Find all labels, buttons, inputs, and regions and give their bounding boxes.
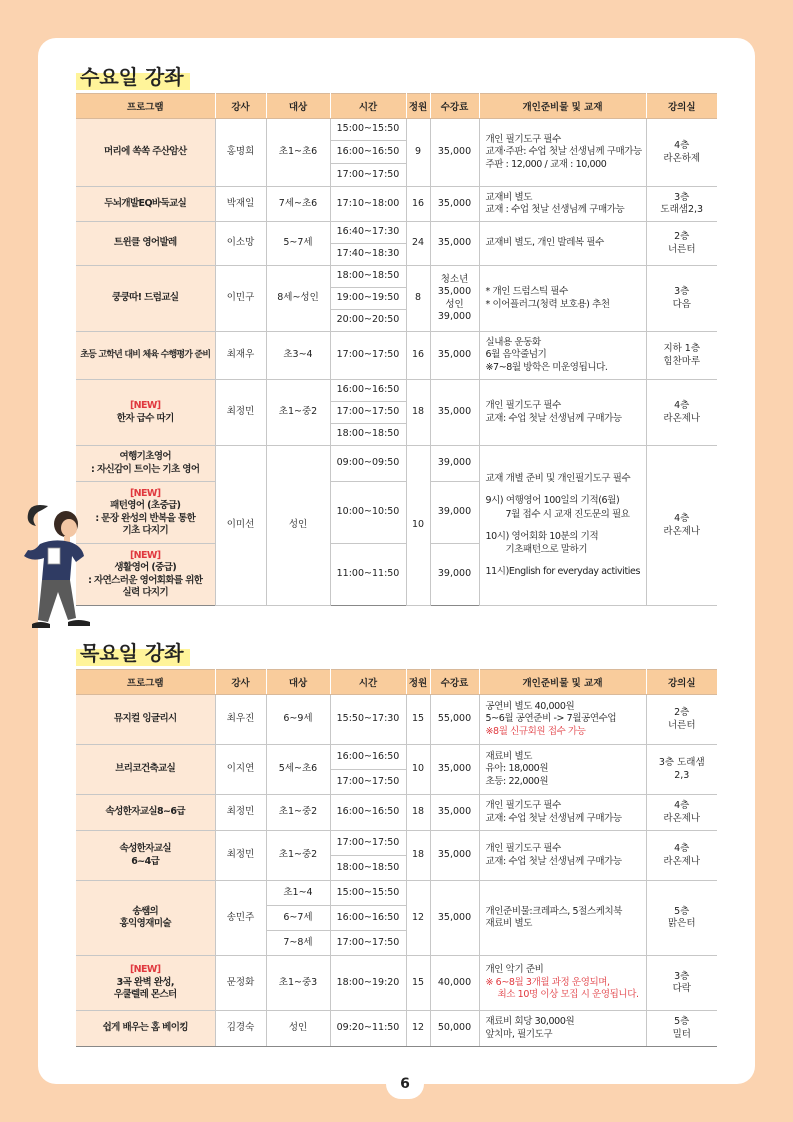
col-time: 시간 [330,94,406,119]
room-floor: 3층 도래샘 [658,757,705,769]
time-slot: 11:00~11:50 [330,544,406,606]
target: 6~9세 [266,695,330,745]
fee: 39,000 [430,482,479,544]
fee: 50,000 [430,1011,479,1047]
materials-line: 교재비 별도 [485,191,533,203]
capacity: 18 [406,831,430,881]
teacher: 김경숙 [215,1011,266,1047]
materials-notice: ※ 6~8월 3개월 과정 운영되며, [485,976,610,988]
table-row [76,446,717,482]
table-row [76,222,717,244]
program-name [76,831,215,881]
materials-line: 초등: 22,000원 [485,775,549,787]
materials [479,695,646,745]
time-slot: 16:00~16:50 [330,380,406,402]
materials-line: ※7~8월 방학은 미운영됩니다. [485,361,608,373]
capacity: 16 [406,332,430,380]
room-floor: 4층 [674,140,690,152]
program-name: 브리코건축교실 [76,745,215,795]
materials [479,266,646,332]
target: 초1~중2 [266,831,330,881]
capacity: 12 [406,881,430,956]
materials-line: 개인 필기도구 필수 [485,843,561,855]
fee: 55,000 [430,695,479,745]
time-slot: 15:00~15:50 [330,881,406,906]
table-row [76,695,717,745]
materials [479,332,646,380]
program-subtitle: : 자연스러운 영어회화를 위한 [88,574,203,586]
time-slot: 17:00~17:50 [330,770,406,795]
thursday-section-title: 목요일 강좌 [76,640,190,666]
time-slot: 18:00~19:20 [330,956,406,1011]
program-subtitle: 홍익영재미술 [119,918,171,929]
col-materials: 개인준비물 및 교재 [479,94,646,119]
program-title: 송쌤의 [132,905,159,917]
teacher: 이지연 [215,745,266,795]
room [646,695,717,745]
target: 초1~중2 [266,795,330,831]
new-badge: [NEW] [129,487,161,499]
materials-line: 앞치마, 필기도구 [485,1028,553,1040]
materials-notice: ※8월 신규회원 접수 가능 [485,725,586,737]
materials [479,956,646,1011]
target: 5세~초6 [266,745,330,795]
target: 성인 [266,1011,330,1047]
time-slot: 16:00~16:50 [330,745,406,770]
time-slot: 09:20~11:50 [330,1011,406,1047]
time-slot: 16:00~16:50 [330,141,406,164]
program-subtitle: : 문장 완성의 반복을 통한 [95,512,196,524]
room-name: 다락 [672,983,691,994]
teacher: 이미선 [215,446,266,606]
teacher: 문정화 [215,956,266,1011]
program-title: 한자 급수 따기 [116,412,174,424]
time-slot: 17:00~17:50 [330,164,406,187]
fee: 39,000 [430,446,479,482]
target: 7~8세 [266,931,330,956]
capacity: 10 [406,446,430,606]
wednesday-section-title: 수요일 강좌 [76,64,190,90]
materials-line: 실내용 운동화 [485,336,541,348]
table-row [76,881,717,906]
room-name: 너른터 [667,719,696,731]
room [646,745,717,795]
fee: 35,000 [430,187,479,222]
program-name: 속성한자교실8~6급 [76,795,215,831]
col-capacity: 정원 [406,670,430,695]
teacher: 박재일 [215,187,266,222]
room [646,332,717,380]
time-slot: 18:00~18:50 [330,424,406,446]
time-slot: 17:00~17:50 [330,402,406,424]
room [646,222,717,266]
materials: 교재비 별도, 개인 발레복 필수 [479,222,646,266]
time-slot: 17:10~18:00 [330,187,406,222]
wednesday-schedule-table [76,93,717,606]
col-fee: 수강료 [430,94,479,119]
table-row [76,187,717,222]
fee-line: 성인 [445,298,464,310]
materials [479,881,646,956]
fee-line: 39,000 [437,310,472,322]
program-name [76,956,215,1011]
target: 5~7세 [266,222,330,266]
materials-line: 재료비 별도 [485,750,533,762]
col-capacity: 정원 [406,94,430,119]
capacity: 12 [406,1011,430,1047]
teacher: 이소망 [215,222,266,266]
thursday-schedule-table [76,669,717,1047]
room-name: 힘찬마루 [663,355,701,367]
room-name: 도래샘2,3 [660,204,704,215]
room [646,187,717,222]
materials-line: 개인 필기도구 필수 [485,800,561,812]
table-row [76,266,717,288]
fee [430,266,479,332]
materials-line: 개인 필기도구 필수 [485,400,561,412]
program-name: 초등 고학년 대비 체육 수행평가 준비 [76,332,215,380]
teacher: 최정민 [215,831,266,881]
table-row [76,332,717,380]
materials-line: 교재: 수업 첫날 선생님께 구매가능 [485,412,622,424]
room-floor: 4층 [674,843,690,855]
room [646,1011,717,1047]
room-name: 라온제나 [663,525,701,537]
room-floor: 3층 [674,970,690,982]
materials-line: 교재 개별 준비 및 개인필기도구 필수 [485,473,631,485]
materials-line: 재료비 회당 30,000원 [485,1016,575,1028]
time-slot: 09:00~09:50 [330,446,406,482]
program-name: 트윈클 영어발레 [76,222,215,266]
room-floor: 2층 [674,231,690,243]
target: 7세~초6 [266,187,330,222]
materials-line: 주판 : 12,000 / 교재 : 10,000 [485,158,607,170]
room-floor: 5층 [674,1016,690,1028]
col-program: 프로그램 [76,94,215,119]
col-program: 프로그램 [76,670,215,695]
room-floor: 3층 [674,286,690,298]
target: 8세~성인 [266,266,330,332]
table-row [76,956,717,1011]
fee: 40,000 [430,956,479,1011]
room-floor: 2층 [674,707,690,719]
capacity: 15 [406,956,430,1011]
teacher: 최재우 [215,332,266,380]
materials-line: 개인준비물:크레파스, 5절스케치북 [485,905,623,917]
col-teacher: 강사 [215,670,266,695]
room [646,795,717,831]
target: 초1~중3 [266,956,330,1011]
room-name: 2,3 [674,769,690,781]
teacher: 송민주 [215,881,266,956]
target: 초1~4 [266,881,330,906]
fee: 39,000 [430,544,479,606]
program-title: 여행기초영어 [119,451,171,463]
room-floor: 4층 [674,800,690,812]
col-fee: 수강료 [430,670,479,695]
capacity: 15 [406,695,430,745]
time-slot: 17:00~17:50 [330,332,406,380]
materials-line: 기초패턴으로 말하기 [505,544,588,556]
table-row [76,745,717,770]
materials-line: 7월 접수 시 교재 진도문의 필요 [505,508,630,520]
time-slot: 18:00~18:50 [330,266,406,288]
time-slot: 19:00~19:50 [330,288,406,310]
time-slot: 15:50~17:30 [330,695,406,745]
materials [479,446,646,606]
capacity: 16 [406,187,430,222]
capacity: 9 [406,119,430,187]
materials-line: 교재: 수업 첫날 선생님께 구매가능 [485,855,622,867]
room-name: 라온제나 [663,412,701,424]
room-floor: 4층 [674,513,690,525]
room-name: 너른터 [667,243,696,255]
col-target: 대상 [266,94,330,119]
materials-line: 9시) 여행영어 100일의 기적(6월) [485,494,620,506]
materials-line: 교재 : 수업 첫날 선생님께 구매가능 [485,204,625,215]
program-name [76,446,215,482]
program-title: 패턴영어 (초중급) [110,500,181,512]
room [646,831,717,881]
program-name [76,881,215,956]
room-floor: 5층 [674,905,690,917]
materials-line: 유아: 18,000원 [485,763,549,775]
time-slot: 10:00~10:50 [330,482,406,544]
teacher: 최정민 [215,795,266,831]
program-subtitle: 6~4급 [131,855,160,867]
room-name: 맑은터 [667,918,696,929]
materials [479,831,646,881]
program-name: 머리에 쏙쏙 주산암산 [76,119,215,187]
room-name: 다음 [672,298,691,310]
materials [479,380,646,446]
materials-line: 공연비 별도 40,000원 [485,700,575,712]
new-badge: [NEW] [129,400,161,412]
fee: 35,000 [430,119,479,187]
time-slot: 18:00~18:50 [330,856,406,881]
program-name: 쉽게 배우는 홈 베이킹 [76,1011,215,1047]
table-header-row [76,670,717,695]
capacity: 18 [406,795,430,831]
target: 6~7세 [266,906,330,931]
program-subtitle: 기초 다지기 [122,524,169,536]
time-slot: 16:00~16:50 [330,795,406,831]
target: 초1~초6 [266,119,330,187]
teacher: 홍명희 [215,119,266,187]
room [646,446,717,606]
program-name: 쿵쿵따! 드럼교실 [76,266,215,332]
col-time: 시간 [330,670,406,695]
fee: 35,000 [430,745,479,795]
fee: 35,000 [430,380,479,446]
program-title: 속성한자교실 [119,843,171,855]
teacher: 이민구 [215,266,266,332]
col-target: 대상 [266,670,330,695]
room [646,119,717,187]
table-row [76,795,717,831]
time-slot: 17:40~18:30 [330,244,406,266]
materials [479,795,646,831]
room [646,881,717,956]
room [646,380,717,446]
program-subtitle: 실력 다지기 [122,586,169,598]
time-slot: 15:00~15:50 [330,119,406,141]
time-slot: 16:40~17:30 [330,222,406,244]
program-subtitle: : 자신감이 트이는 기초 영어 [91,463,200,475]
table-row [76,119,717,141]
room [646,956,717,1011]
program-name: 뮤지컬 잉글리시 [76,695,215,745]
page-number: 6 [386,1069,424,1099]
room-floor: 4층 [674,400,690,412]
teacher: 최정민 [215,380,266,446]
target: 성인 [266,446,330,606]
materials-line: 6월 음악줄넘기 [485,349,547,361]
materials-line: 재료비 별도 [485,918,533,929]
materials-line: 개인 필기도구 필수 [485,133,561,145]
materials-line: 개인 악기 준비 [485,964,544,976]
fee: 35,000 [430,795,479,831]
materials [479,119,646,187]
col-materials: 개인준비물 및 교재 [479,670,646,695]
col-room: 강의실 [646,94,717,119]
program-name: 두뇌개발EQ바둑교실 [76,187,215,222]
col-teacher: 강사 [215,94,266,119]
time-slot: 16:00~16:50 [330,906,406,931]
program-title: 3곡 완벽 완성, [116,976,174,988]
materials [479,745,646,795]
fee: 35,000 [430,222,479,266]
program-subtitle: 우쿨렐레 몬스터 [113,989,177,1001]
room-name: 라온제나 [663,812,701,824]
table-row [76,380,717,402]
new-badge: [NEW] [129,964,161,976]
table-header-row [76,94,717,119]
materials-line: * 개인 드럼스틱 필수 [485,286,568,298]
room-name: 라온제나 [663,855,701,867]
materials-line: 교재·주판: 수업 첫날 선생님께 구매가능 [485,146,642,158]
table-row [76,1011,717,1047]
room-floor: 지하 1층 [663,343,701,355]
materials-notice: 최소 10명 이상 모집 시 운영됩니다. [497,989,639,1001]
program-name [76,380,215,446]
person-illustration [18,500,108,640]
table-row [76,831,717,856]
time-slot: 17:00~17:50 [330,831,406,856]
fee: 35,000 [430,881,479,956]
materials-line: 10시) 영어회화 10분의 기적 [485,530,599,542]
fee-line: 35,000 [437,286,472,298]
fee-line: 청소년 [440,273,469,285]
room-name: 라온하제 [663,152,701,164]
materials-line: 교재: 수업 첫날 선생님께 구매가능 [485,812,622,824]
time-slot: 20:00~20:50 [330,310,406,332]
new-badge: [NEW] [129,549,161,561]
materials-line: 5~6월 공연준비 -> 7월공연수업 [485,713,617,725]
capacity: 24 [406,222,430,266]
time-slot: 17:00~17:50 [330,931,406,956]
room [646,266,717,332]
room-name: 밀터 [672,1028,691,1040]
teacher: 최우진 [215,695,266,745]
col-room: 강의실 [646,670,717,695]
target: 초3~4 [266,332,330,380]
materials-line: * 이어플러그(청력 보호용) 추천 [485,298,610,310]
capacity: 8 [406,266,430,332]
target: 초1~중2 [266,380,330,446]
fee: 35,000 [430,332,479,380]
program-title: 생활영어 (중급) [114,562,177,574]
capacity: 10 [406,745,430,795]
materials [479,187,646,222]
room-floor: 3층 [674,191,690,203]
fee: 35,000 [430,831,479,881]
materials-line: 11시)English for everyday activities [485,566,641,578]
materials [479,1011,646,1047]
capacity: 18 [406,380,430,446]
